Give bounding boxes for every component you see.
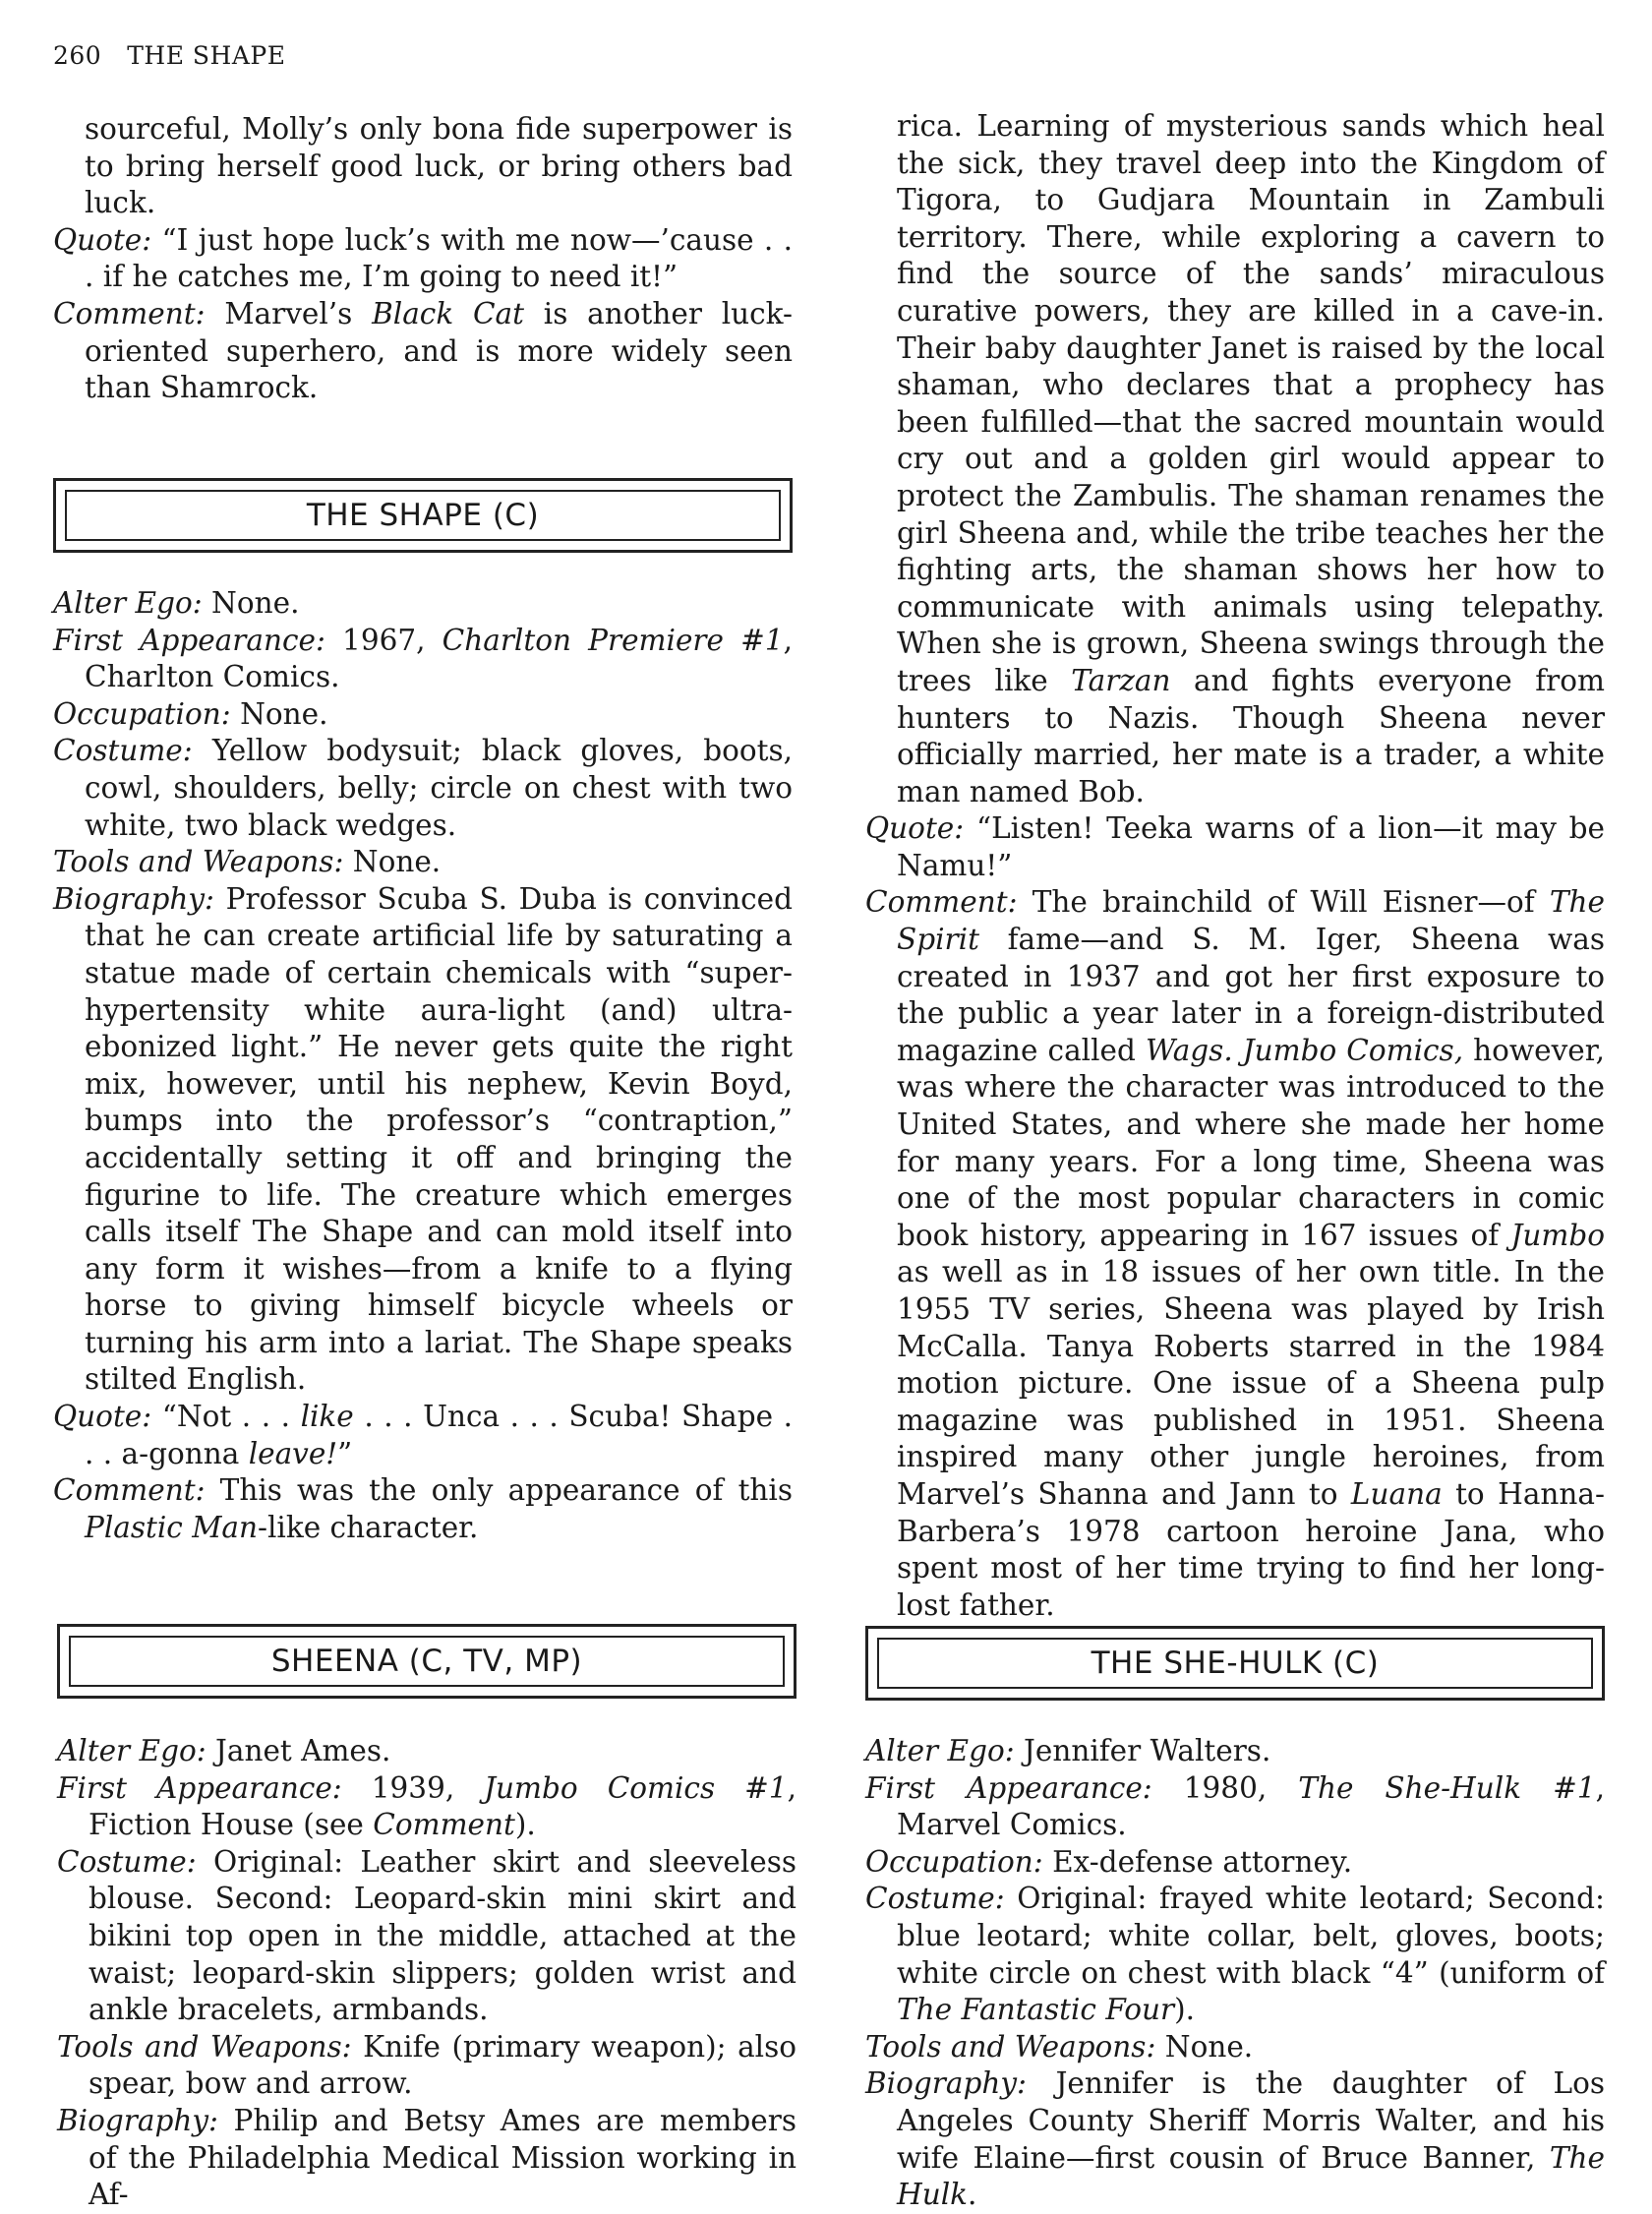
shehulk-heading-box — [865, 1626, 1605, 1701]
shape-heading: THE SHAPE (C) — [65, 490, 781, 541]
shamrock-powers-text: sourceful, Molly’s only bona fide superpower is to bring herself good luck, or bring others bad luck. — [85, 112, 793, 220]
shape-occupation: Occupation: None. — [53, 696, 328, 731]
sheena-tools: Tools and Weapons: Knife (primary weapon); also spear, bow and arrow. — [57, 2029, 796, 2101]
sheena-entry-cont — [865, 108, 1605, 1624]
shehulk-tools: Tools and Weapons: None. — [865, 2029, 1254, 2064]
shape-costume: Costume: Yellow bodysuit; black gloves, boots, cowl, shoulders, belly; circle on chest with two white, two black wedges. — [53, 734, 793, 842]
shehulk-first-appearance: First Appearance: 1980, The She-Hulk #1, Marvel Comics. — [865, 1770, 1605, 1842]
page-number: 260 — [53, 41, 102, 70]
sheena-heading: SHEENA (C, TV, MP) — [69, 1636, 785, 1687]
running-title: THE SHAPE — [127, 41, 286, 70]
shehulk-heading: THE SHE-HULK (C) — [877, 1638, 1593, 1689]
sheena-costume: Costume: Original: Leather skirt and sleeveless blouse. Second: Leopard-skin mini skirt and bikini top open in the middle, attached at the waist; leopard-skin slippers; golden wrist and ankle bracelets, armbands. — [57, 1844, 796, 2027]
sheena-biography: Biography: Philip and Betsy Ames are members of the Philadelphia Medical Mission working in Af- — [57, 2103, 796, 2212]
sheena-quote: Quote: “Listen! Teeka warns of a lion—it may be Namu!” — [865, 811, 1605, 882]
sheena-alter-ego: Alter Ego: Janet Ames. — [57, 1734, 391, 1767]
shamrock-comment: Comment: Marvel’s Black Cat is another luck-oriented superhero, and is more widely seen than Shamrock. — [53, 296, 793, 405]
shape-heading-box — [53, 478, 793, 553]
sheena-entry — [57, 1733, 796, 2214]
shehulk-costume: Costume: Original: frayed white leotard; Second: blue leotard; white collar, belt, gloves, boots; white circle on chest with black “4” (uniform of The Fantastic Four). — [865, 1882, 1605, 2027]
shape-biography: Biography: Professor Scuba S. Duba is convinced that he can create artificial life by saturating a statue made of certain chemicals with “super-hypertensity white aura-light (and) ultra-ebonized light.” He never gets quite the right mix, however, until his nephew, Kevin Boyd, bumps into the professor’s “contraption,” accidentally setting it off and bringing the figurine to life. The creature which emerges calls itself The Shape and can mold itself into any form it wishes—from a knife to a flying horse to giving himself bicycle wheels or turning his arm into a lariat. The Shape speaks stilted English. — [53, 881, 793, 1397]
shehulk-occupation: Occupation: Ex-defense attorney. — [865, 1844, 1353, 1879]
shape-comment: Comment: This was the only appearance of this Plastic Man-like character. — [53, 1473, 793, 1544]
shape-first-appearance: First Appearance: 1967, Charlton Premiere #1, Charlton Comics. — [53, 623, 793, 694]
shape-entry — [53, 585, 793, 1546]
sheena-heading-box — [57, 1624, 796, 1699]
sheena-biography-cont: rica. Learning of mysterious sands which heal the sick, they travel deep into the Kingdom of Tigora, to Gudjara Mountain in Zambuli territory. There, while exploring a cavern to find the source of the sands’ miraculous curative powers, they are killed in a cave-in. Their baby daughter Janet is raised by the local shaman, who declares that a prophecy has been fulfilled—that the sacred mountain would cry out and a golden girl would appear to protect the Zambulis. The shaman renames the girl Sheena and, while the tribe teaches her the fighting arts, the shaman shows her how to communicate with animals using telepathy. When she is grown, Sheena swings through the trees like Tarzan and fights everyone from hunters to Nazis. Though Sheena never officially married, her mate is a trader, a white man named Bob. — [897, 109, 1605, 808]
shehulk-entry — [865, 1733, 1605, 2214]
sheena-first-appearance: First Appearance: 1939, Jumbo Comics #1, Fiction House (see Comment). — [57, 1770, 796, 1842]
shape-quote: Quote: “Not . . . like . . . Unca . . . Scuba! Shape . . . a-gonna leave!” — [53, 1400, 794, 1470]
shamrock-entry-cont — [53, 111, 793, 407]
shape-alter-ego: Alter Ego: None. — [53, 586, 300, 620]
shape-tools: Tools and Weapons: None. — [53, 845, 442, 879]
running-header — [53, 41, 285, 70]
sheena-comment: Comment: The brainchild of Will Eisner—of The Spirit fame—and S. M. Iger, Sheena was created in 1937 and got her first exposure to the public a year later in a foreign-distributed magazine called Wags. Jumbo Comics, however, was where the character was introduced to the United States, and where she made her home for many years. For a long time, Sheena was one of the most popular characters in comic book history, appearing in 167 issues of Jumbo as well as in 18 issues of her own title. In the 1955 TV series, Sheena was played by Irish McCalla. Tanya Roberts starred in the 1984 motion picture. One issue of a Sheena pulp magazine was published in 1951. Sheena inspired many other jungle heroines, from Marvel’s Shanna and Jann to Luana to Hanna-Barbera’s 1978 cartoon heroine Jana, who spent most of her time trying to find her long-lost father. — [865, 885, 1605, 1622]
shehulk-biography: Biography: Jennifer is the daughter of Los Angeles County Sheriff Morris Walter, and his wife Elaine—first cousin of Bruce Banner, The Hulk. — [865, 2066, 1605, 2212]
shamrock-quote: Quote: “I just hope luck’s with me now—’cause . . . if he catches me, I’m going to need it!” — [53, 222, 793, 294]
shehulk-alter-ego: Alter Ego: Jennifer Walters. — [865, 1734, 1271, 1767]
